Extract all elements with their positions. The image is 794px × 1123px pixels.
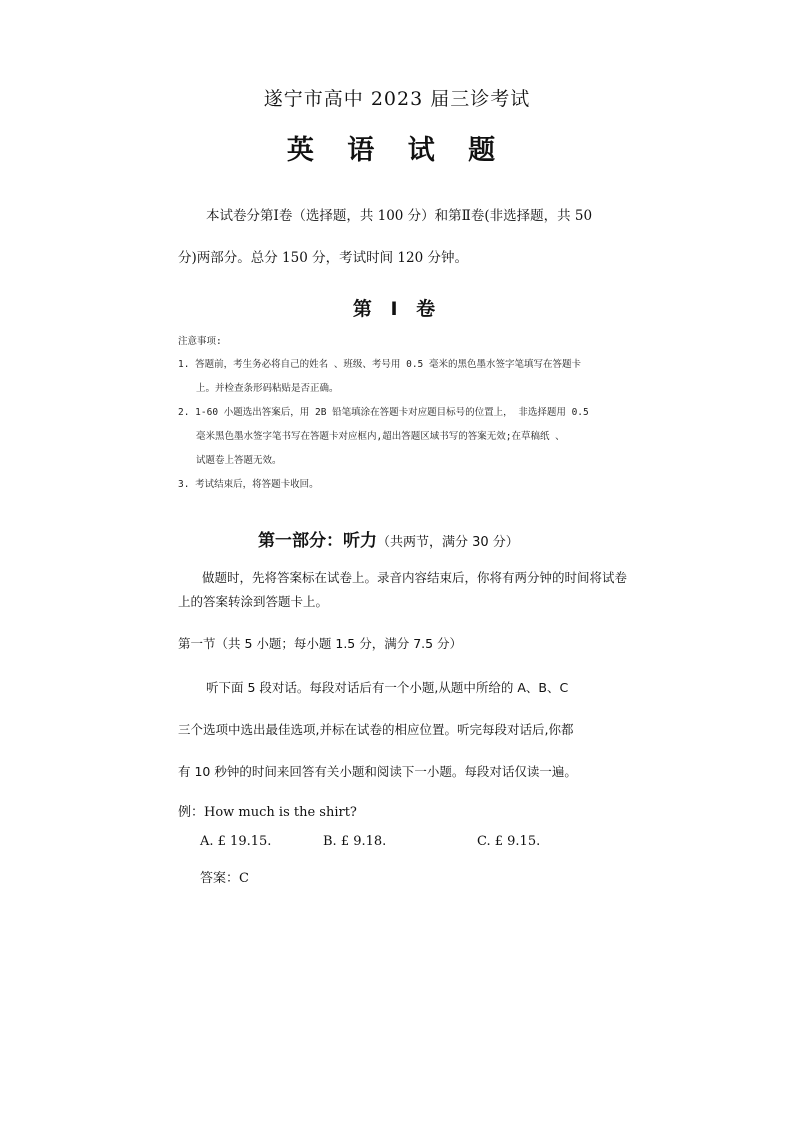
example-question: 例：How much is the shirt? bbox=[178, 805, 357, 820]
notes-item-3: 3. 考试结束后，将答题卡收回。 bbox=[178, 479, 319, 490]
part-1-instruction-1: 做题时，先将答案标在试卷上。录音内容结束后，你将有两分钟的时间将试卷 bbox=[202, 570, 628, 585]
exam-title: 遂宁市高中 2023 届三诊考试 bbox=[263, 88, 531, 110]
subject-title: 英 语 试 题 bbox=[286, 135, 508, 166]
section-1-instruction-3: 有 10 秒钟的时间来回答有关小题和阅读下一小题。每段对话仅读一遍。 bbox=[178, 764, 577, 779]
option-c: C. £ 9.15. bbox=[477, 834, 541, 849]
section-1-title: 第一节（共 5 小题；每小题 1.5 分，满分 7.5 分） bbox=[178, 636, 463, 651]
notes-item-1: 1. 答题前，考生务必将自己的姓名 、班级、考号用 0.5 毫米的黑色墨水签字笔填写在答题卡 bbox=[178, 359, 581, 370]
option-a: A. £ 19.15. bbox=[200, 834, 272, 849]
notes-item-2: 2. 1-60 小题选出答案后，用 2B 铅笔填涂在答题卡对应题目标号的位置上， 非选择题用 0.5 bbox=[178, 407, 589, 418]
notes-item-2-cont-2: 试题卷上答题无效。 bbox=[196, 455, 282, 466]
part-1-instruction-2: 上的答案转涂到答题卡上。 bbox=[178, 594, 329, 609]
intro-line-1: 本试卷分第Ⅰ卷（选择题，共 100 分）和第Ⅱ卷(非选择题，共 50 bbox=[206, 208, 593, 224]
part-1-score-note: （共两节，满分 30 分） bbox=[377, 535, 519, 550]
example-options bbox=[0, 834, 794, 854]
section-1-instruction-2: 三个选项中选出最佳选项,并标在试卷的相应位置。听完每段对话后,你都 bbox=[178, 722, 574, 737]
example-answer: 答案：C bbox=[200, 871, 249, 886]
intro-line-2: 分)两部分。总分 150 分，考试时间 120 分钟。 bbox=[178, 250, 468, 266]
notes-item-1-cont: 上。并检查条形码粘贴是否正确。 bbox=[196, 383, 339, 394]
notes-heading: 注意事项: bbox=[178, 336, 222, 347]
part-1-title: 第一部分：听力 bbox=[258, 531, 377, 551]
section-1-instruction-1: 听下面 5 段对话。每段对话后有一个小题,从题中所给的 A、B、C bbox=[206, 680, 569, 695]
part-1-heading bbox=[258, 526, 519, 551]
volume-title: 第 Ⅰ 卷 bbox=[352, 298, 442, 320]
notes-item-2-cont: 毫米黑色墨水签字笔书写在答题卡对应框内,超出答题区域书写的答案无效;在草稿纸 、 bbox=[196, 431, 565, 442]
option-b: B. £ 9.18. bbox=[323, 834, 387, 849]
